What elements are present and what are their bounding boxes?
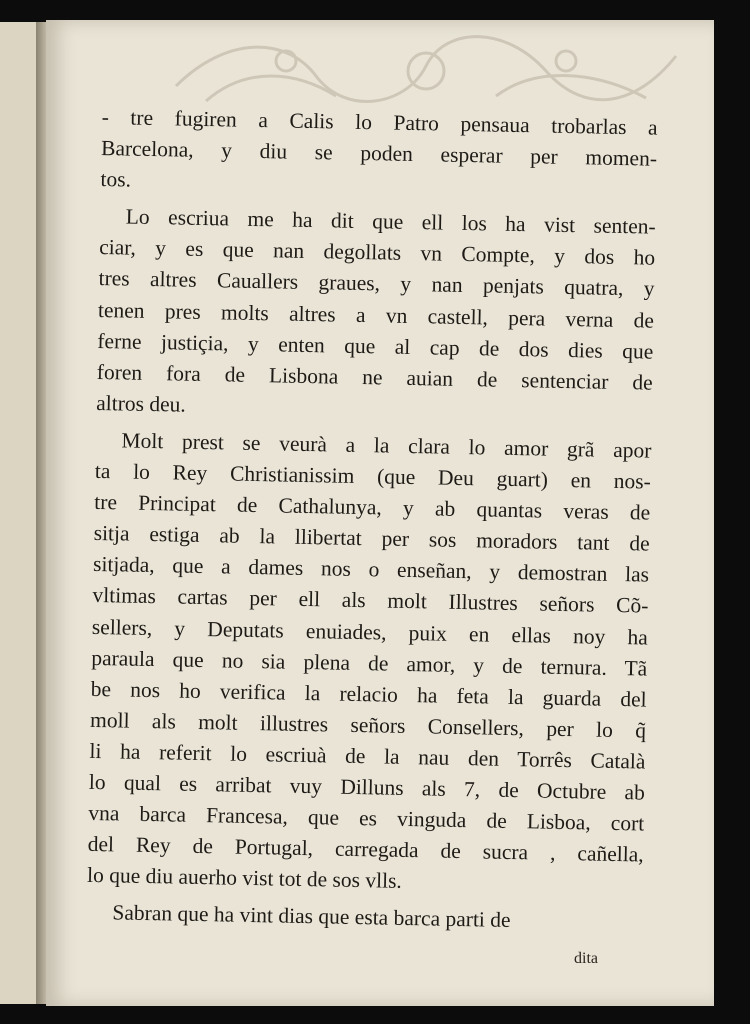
text-line: sitjada, que a dames nos o enseñan, y demostran las (92, 552, 650, 587)
text-line: Lo escriua me ha dit que ell los ha vist senten- (125, 204, 656, 239)
text-line: tres altres Cauallers graues, y nan penjats quatra, y (98, 266, 655, 302)
catchword: dita (574, 950, 598, 967)
text-line: tre Principat de Cathalunya, y ab quantas veras de (94, 490, 651, 525)
facing-page-edge (0, 22, 37, 1004)
text-line: tos. (100, 167, 132, 192)
text-line: be nos ho verifica la relacio ha feta la guarda del (90, 676, 647, 712)
text-line: moll als molt illustres señors Consellers, per lo q̃ (89, 707, 647, 743)
text-line: paraula que no sia plena de amor, y de ternura. Tã (91, 645, 648, 681)
text-line: tenen pres molts altres a vn castell, pera verna de (97, 297, 655, 333)
text-line: foren fora de Lisbona ne auian de sentenciar de (96, 359, 653, 395)
show-through-ornament (166, 26, 686, 116)
text-line: lo que diu auerho vist tot de sos vlls. (86, 863, 403, 894)
paragraph (86, 897, 642, 939)
paragraph (100, 102, 658, 206)
text-line: vltimas cartas per ell als molt Illustres señors Cõ- (92, 583, 649, 618)
text-line: lo qual es arribat vuy Dilluns als 7, de Octubre ab (88, 769, 646, 805)
text-line: sitja estiga ab la llibertat per sos moradors tant de (93, 521, 650, 556)
text-line: ciar, y es que nan degollats vn Compte, y dos ho (98, 235, 656, 271)
text-line: vna barca Francesa, que es vinguda de Lisboa, cort (88, 800, 645, 836)
text-line: ferne justiçia, y enten que al cap de dos dies que (97, 328, 654, 364)
text-line: li ha referit lo escriuà de la nau den Torrês Català (89, 738, 646, 774)
paragraph (87, 425, 652, 902)
text-line: Sabran que ha vint dias que esta barca parti de (112, 900, 511, 933)
text-line: Molt prest se veurà a la clara lo amor grã apor (121, 428, 652, 463)
text-block (86, 102, 658, 939)
book-page (46, 20, 714, 1006)
text-line: - tre fugiren a Calis lo Patro pensaua trobarlas a (101, 104, 658, 140)
text-line: altros deu. (95, 390, 187, 417)
text-line: del Rey de Portugal, carregada de sucra , cañella, (87, 832, 644, 867)
paragraph (96, 201, 656, 429)
text-line: Barcelona, y diu se poden esperar per momen- (100, 136, 658, 171)
text-line: ta lo Rey Christianissim (que Deu guart) en nos- (94, 458, 652, 494)
text-line: sellers, y Deputats enuiades, puix en ellas noy ha (91, 614, 649, 650)
